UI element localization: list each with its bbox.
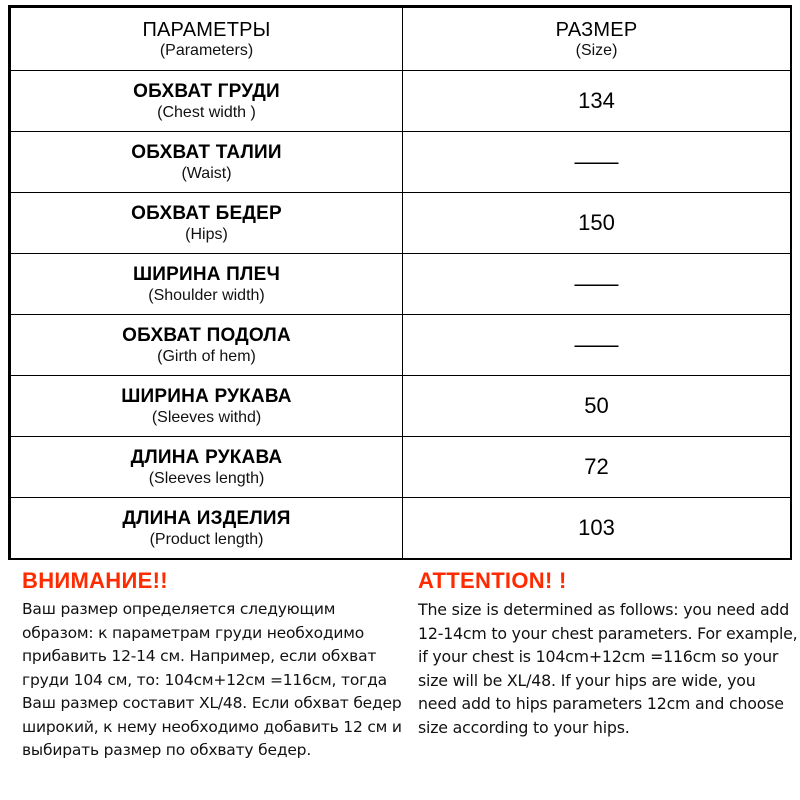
header-size-ru: РАЗМЕР [555,18,638,41]
param-name-ru: ОБХВАТ ТАЛИИ [131,141,282,163]
table-row [11,193,791,254]
param-cell [11,132,403,193]
header-size-en: (Size) [575,41,618,59]
table-row [11,315,791,376]
param-name-en: (Hips) [185,225,228,243]
table-row [11,437,791,498]
param-name-en: (Sleeves length) [148,469,265,487]
table-row [11,254,791,315]
param-cell [11,315,403,376]
size-value: —— [403,254,791,315]
param-name-en: (Girth of hem) [157,347,256,365]
param-name-ru: ОБХВАТ ГРУДИ [133,80,280,102]
param-name-ru: ШИРИНА ПЛЕЧ [132,263,280,285]
table-row [11,132,791,193]
param-name-ru: ДЛИНА РУКАВА [130,446,283,468]
param-name-ru: ОБХВАТ БЕДЕР [131,202,282,224]
table-row [11,376,791,437]
notice-russian-text: Ваш размер определяется следующим образом: к параметрам груди необходимо прибавить 12-14 см. Например, если обхват груди 104 см, то: 104см+12см =116см, тогда Ваш размер составит XL/48. Если обхват бедер широкий, к нему необходимо добавить 12 см и выбирать размер по обхвату бедер. [22,600,402,759]
header-parameters-cell [11,8,403,71]
param-name-en: (Sleeves withd) [151,408,262,426]
size-value: 134 [403,71,791,132]
param-cell [11,498,403,559]
size-value: —— [403,315,791,376]
param-cell [11,437,403,498]
size-table [8,5,792,560]
param-cell [11,376,403,437]
size-value: 50 [403,376,791,437]
param-name-ru: ОБХВАТ ПОДОЛА [122,324,291,346]
header-parameters-en: (Parameters) [159,41,254,59]
notice-english-text: The size is determined as follows: you need add 12-14cm to your chest parameters. For example, if your chest is 104cm+12cm =116cm so your size will be XL/48. If your hips are wide, you need add to hips parameters 12cm and choose size according to your hips. [418,600,798,737]
param-name-en: (Chest width ) [157,103,256,121]
param-cell [11,71,403,132]
size-value: 103 [403,498,791,559]
size-value: —— [403,132,791,193]
header-size-cell [403,8,791,71]
table-row [11,498,791,559]
notice-english [418,568,798,739]
notice-russian-title: ВНИМАНИЕ!! [22,568,168,593]
param-name-ru: ШИРИНА РУКАВА [121,385,292,407]
param-name-ru: ДЛИНА ИЗДЕЛИЯ [122,507,291,529]
table-row [11,71,791,132]
param-name-en: (Product length) [149,530,264,548]
header-parameters-ru: ПАРАМЕТРЫ [142,18,271,41]
param-name-en: (Shoulder width) [148,286,265,304]
size-value: 72 [403,437,791,498]
notice-russian [22,568,407,763]
table-header-row [11,8,791,71]
param-cell [11,193,403,254]
size-value: 150 [403,193,791,254]
param-name-en: (Waist) [181,164,232,182]
param-cell [11,254,403,315]
notice-english-title: ATTENTION! ! [418,568,567,593]
